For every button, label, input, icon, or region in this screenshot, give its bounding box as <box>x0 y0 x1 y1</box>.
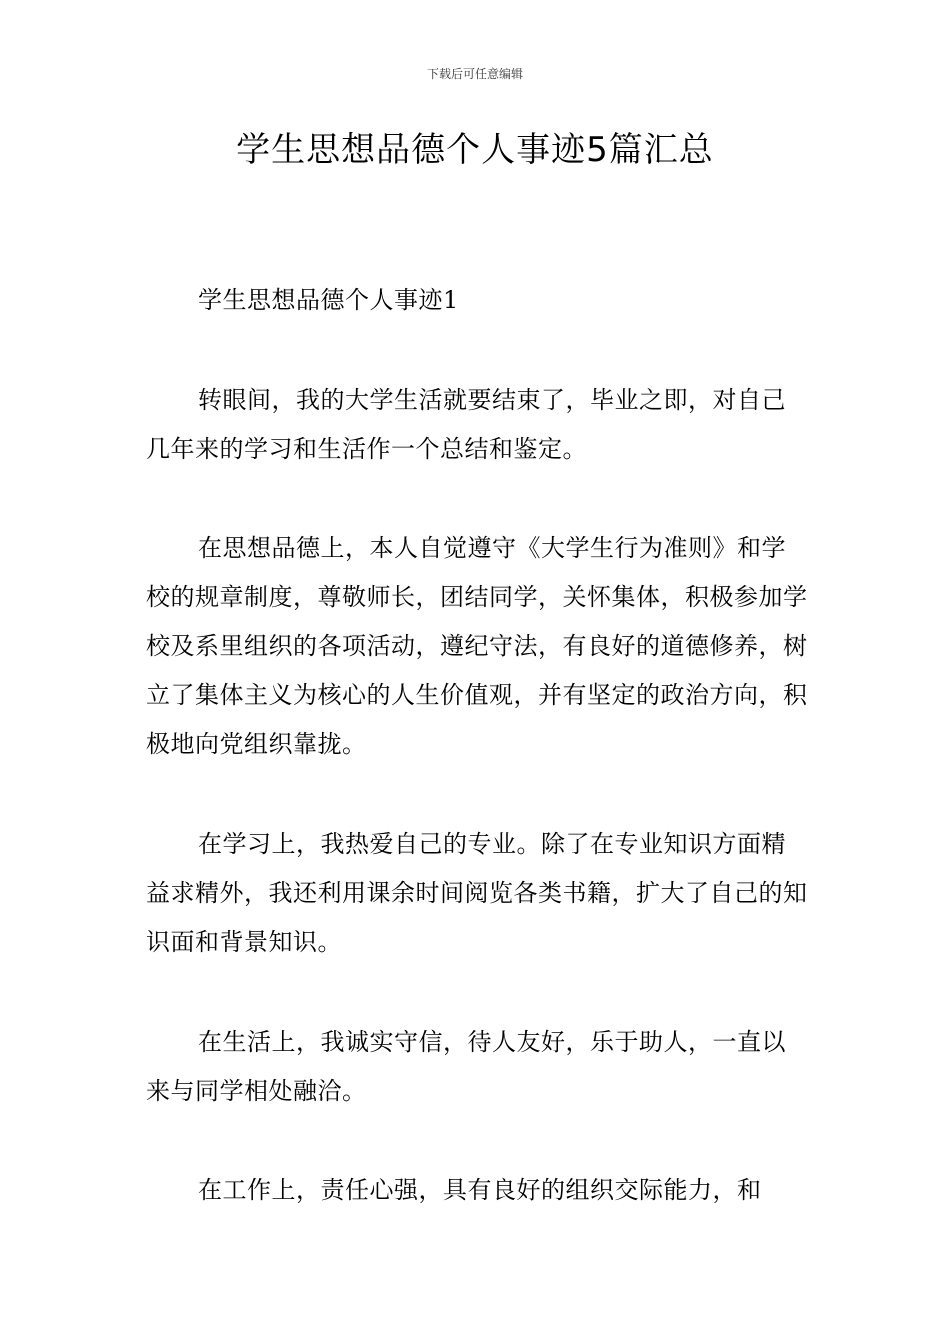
header-note: 下载后可任意编辑 <box>426 67 523 81</box>
document-title: 学生思想品德个人事迹5篇汇总 <box>236 130 714 170</box>
paragraph-5: 在工作上，责任心强，具有良好的组织交际能力，和 <box>198 1176 762 1204</box>
paragraph-1: 转眼间，我的大学生活就要结束了，毕业之即，对自己几年来的学习和生活作一个总结和鉴定。 <box>146 386 786 463</box>
paragraph-4: 在生活上，我诚实守信，待人友好，乐于助人，一直以来与同学相处融洽。 <box>146 1028 786 1105</box>
section-heading: 学生思想品德个人事迹1 <box>198 286 459 314</box>
paragraph-3: 在学习上，我热爱自己的专业。除了在专业知识方面精益求精外，我还利用课余时间阅览各类书籍，扩大了自己的知识面和背景知识。 <box>146 830 808 956</box>
paragraph-2: 在思想品德上，本人自觉遵守《大学生行为准则》和学校的规章制度，尊敬师长，团结同学，关怀集体，积极参加学校及系里组织的各项活动，遵纪守法，有良好的道德修养，树立了集体主义为核心的人生价值观，并有坚定的政治方向，积极地向党组织靠拢。 <box>146 534 808 758</box>
